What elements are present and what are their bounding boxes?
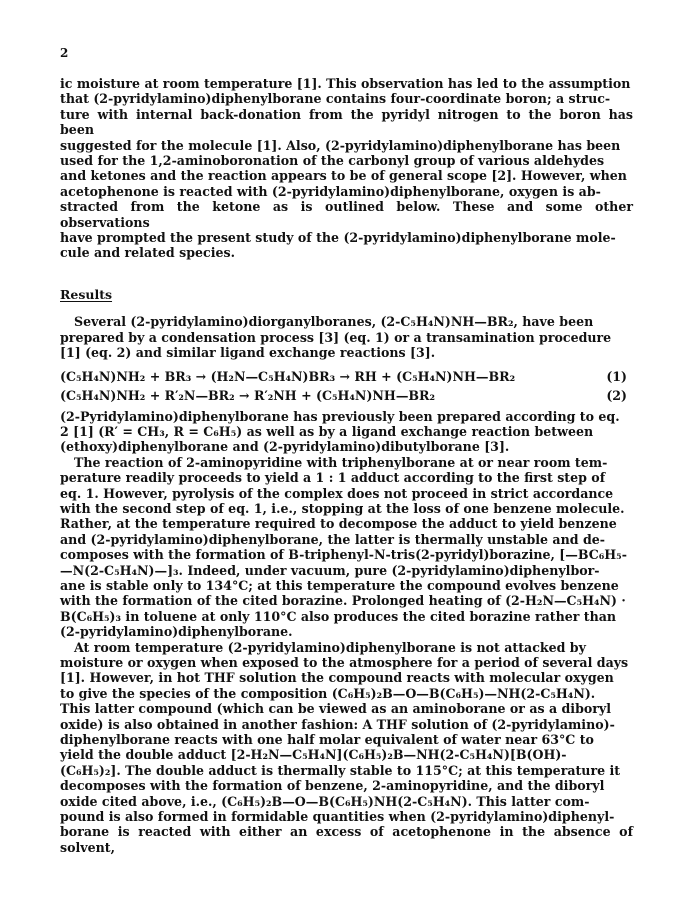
text-line: The reaction of 2-aminopyridine with triphenylborane at or near room tem- [74, 454, 608, 470]
text-line: that (2-pyridylamino)diphenylborane contains four-coordinate boron; a struc- [60, 91, 611, 107]
text-line: borane is reacted with either an excess of acetophenone in the absence of solvent, [60, 824, 633, 855]
page-body [60, 76, 633, 855]
text-line: to give the species of the composition (C₆H₅)₂B—O—B(C₆H₅)—NH(2-C₅H₄N). [60, 685, 596, 701]
text-line: oxide cited above, i.e., (C₆H₅)₂B—O—B(C₆H₅)NH(2-C₅H₄N). This latter com- [60, 793, 590, 809]
text-line: and (2-pyridylamino)diphenylborane, the latter is thermally unstable and de- [60, 531, 605, 547]
text-line: yield the double adduct [2-H₂N—C₅H₄N](C₆H₅)₂B—NH(2-C₅H₄N)[B(OH)- [60, 747, 567, 763]
text-line: moisture or oxygen when exposed to the atmosphere for a period of several days [60, 655, 629, 670]
text-line: with the formation of the cited borazine. Prolonged heating of (2-H₂N—C₅H₄N) · [60, 593, 626, 609]
text-line: acetophenone is reacted with (2-pyridylamino)diphenylborane, oxygen is ab- [60, 183, 601, 199]
equation-1 [60, 367, 633, 386]
text-line: Several (2-pyridylamino)diorganylboranes, (2-C₅H₄N)NH—BR₂, have been [74, 314, 594, 330]
equation-2 [60, 386, 633, 405]
text-line: composes with the formation of B-triphenyl-N-tris(2-pyridyl)borazine, [—BC₆H₅- [60, 547, 627, 563]
text-line: This latter compound (which can be viewed as an aminoborane or as a diboryl [60, 701, 612, 717]
equation-text: (C₅H₄N)NH₂ + R′₂N—BR₂ → R′₂NH + (C₅H₄N)NH—BR₂ [60, 387, 436, 403]
text-line: perature readily proceeds to yield a 1 : 1 adduct according to the first step of [60, 470, 606, 486]
text-line: prepared by a condensation process [3] (eq. 1) or a transamination procedure [60, 329, 612, 345]
intro-paragraph [60, 76, 633, 261]
text-line: used for the 1,2-aminoboronation of the carbonyl group of various aldehydes [60, 153, 605, 169]
section-heading-results: Results [60, 286, 113, 302]
text-line: —N(2-C₅H₄N)—]₃. Indeed, under vacuum, pure (2-pyridylamino)diphenylbor- [60, 562, 600, 578]
text-line: (C₆H₅)₂]. The double adduct is thermally stable to 115°C; at this temperature it [60, 762, 621, 778]
text-line: (2-pyridylamino)diphenylborane. [60, 624, 293, 640]
text-line: have prompted the present study of the (2-pyridylamino)diphenylborane mole- [60, 230, 616, 246]
text-line: stracted from the ketone as is outlined below. These and some other observations [60, 199, 633, 230]
text-line: Rather, at the temperature required to decompose the adduct to yield benzene [60, 516, 617, 532]
equation-number: (1) [606, 368, 627, 384]
text-line: pound is also formed in formidable quantities when (2-pyridylamino)diphenyl- [60, 809, 615, 825]
text-line: diphenylborane reacts with one half molar equivalent of water near 63°C to [60, 732, 594, 748]
text-line: ane is stable only to 134°C; at this temperature the compound evolves benzene [60, 577, 619, 593]
equation-number: (2) [606, 387, 627, 403]
text-line: B(C₆H₅)₃ in toluene at only 110°C also produces the cited borazine rather than [60, 608, 617, 624]
text-line: 2 [1] (R′ = CH₃, R = C₆H₅) as well as by a ligand exchange reaction between [60, 423, 594, 439]
equation-block [60, 367, 633, 405]
oxygen-reaction-paragraph [60, 640, 633, 856]
results-intro-paragraph [60, 314, 633, 360]
text-line: [1]. However, in hot THF solution the compound reacts with molecular oxygen [60, 670, 614, 686]
text-line: with the second step of eq. 1, i.e., stopping at the loss of one benzene molecule. [60, 500, 625, 516]
equation-text: (C₅H₄N)NH₂ + BR₃ → (H₂N—C₅H₄N)BR₃ → RH + (C₅H₄N)NH—BR₂ [60, 368, 516, 384]
text-line: decomposes with the formation of benzene, 2-aminopyridine, and the diboryl [60, 778, 605, 794]
text-line: [1] (eq. 2) and similar ligand exchange reactions [3]. [60, 345, 436, 361]
text-line: At room temperature (2-pyridylamino)diphenylborane is not attacked by [74, 639, 586, 655]
after-equations-paragraph [60, 409, 633, 455]
text-line: and ketones and the reaction appears to be of general scope [2]. However, when [60, 168, 627, 184]
text-line: ture with internal back-donation from the pyridyl nitrogen to the boron has been [60, 106, 633, 138]
text-line: oxide) is also obtained in another fashion: A THF solution of (2-pyridylamino)- [60, 716, 615, 732]
text-line: (ethoxy)diphenylborane and (2-pyridylamino)dibutylborane [3]. [60, 439, 510, 455]
pyrolysis-paragraph [60, 455, 633, 640]
text-line: suggested for the molecule [1]. Also, (2-pyridylamino)diphenylborane has been [60, 137, 621, 153]
text-line: cule and related species. [60, 245, 235, 261]
text-line: eq. 1. However, pyrolysis of the complex does not proceed in strict accordance [60, 485, 614, 501]
text-line: (2-Pyridylamino)diphenylborane has previously been prepared according to eq. [60, 408, 620, 424]
text-line: ic moisture at room temperature [1]. This observation has led to the assumption [60, 76, 631, 91]
page-number: 2 [60, 46, 69, 60]
